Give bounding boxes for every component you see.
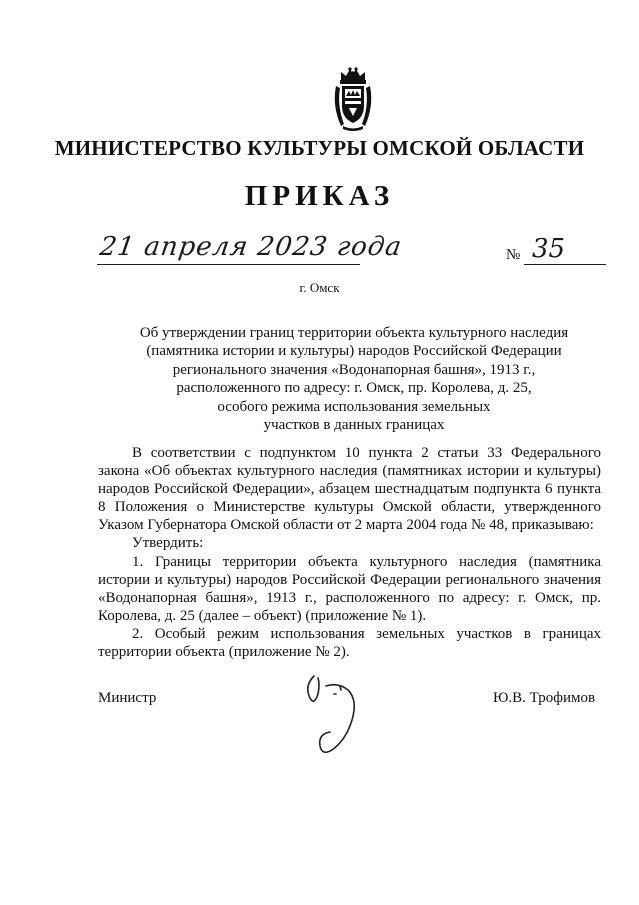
city: г. Омск	[299, 280, 340, 295]
approve-paragraph: Утвердить:	[132, 535, 204, 552]
signatory-role: Министр	[98, 690, 157, 706]
date-underline	[97, 264, 360, 265]
order-number: 35	[532, 234, 566, 264]
order-date: 21 апреля 2023 года	[97, 232, 404, 262]
document-title: ПРИКАЗ	[244, 180, 395, 212]
signature-icon	[296, 664, 376, 756]
subject-line: участков в данных границах	[263, 417, 445, 434]
subject-line: (памятника истории и культуры) народов Российской Федерации	[146, 343, 562, 360]
coat-of-arms-icon	[331, 66, 375, 132]
preamble-paragraph: В соответствии с подпунктом 10 пункта 2 статьи 33 Федерального закона «Об объектах культурного наследия (памятниках истории и культуры) народов Российской Федерации», абзацем шестнадцатым подпункта 6 пункта 8 Положения о Министерстве культуры Омской области, утвержденного Указом Губернатора Омской области от 2 марта 2004 года № 48, приказываю:	[98, 445, 601, 534]
subject-line: регионального значения «Водонапорная башня», 1913 г.,	[172, 361, 536, 378]
subject-line: расположенного по адресу: г. Омск, пр. Королева, д. 25,	[176, 380, 532, 397]
signatory-name: Ю.В. Трофимов	[493, 690, 596, 706]
number-underline	[524, 264, 606, 265]
item-2-paragraph: 2. Особый режим использования земельных участков в границах территории объекта (приложение № 2).	[98, 625, 601, 661]
subject-line: Об утверждении границ территории объекта культурного наследия	[139, 325, 569, 341]
order-body	[98, 444, 601, 661]
order-number-label: №	[506, 247, 521, 263]
ministry-name: МИНИСТЕРСТВО КУЛЬТУРЫ ОМСКОЙ ОБЛАСТИ	[54, 136, 585, 160]
subject-line: особого режима использования земельных	[217, 398, 491, 415]
item-1-paragraph: 1. Границы территории объекта культурного наследия (памятника истории и культуры) народов Российской Федерации регионального значения «Водонапорная башня», 1913 г., расположенного по адресу: г. Омск, пр. Королева, д. 25 (далее – объект) (приложение № 1).	[98, 553, 601, 624]
order-subject	[104, 324, 604, 434]
